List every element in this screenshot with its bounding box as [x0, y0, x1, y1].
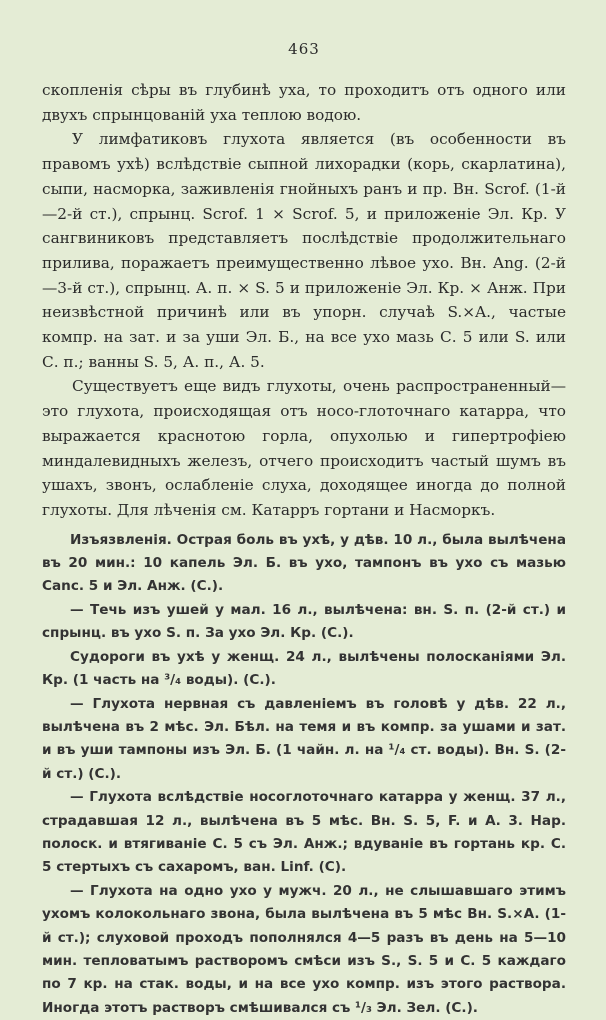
case-item: — Глухота на одно ухо у мужч. 20 л., не слышавшаго этимъ ухомъ колокольнаго звона, была вылѣчена въ 5 мѣс Вн. S.×A. (1-й ст.); слуховой проходъ пополнялся 4—5 разъ въ день на 5—10 мин. тепловатымъ растворомъ смѣси изъ S., S. 5 и С. 5 каждаго по 7 кр. на стак. воды, и на все ухо компр. изъ этого раствора. Иногда этотъ растворъ смѣшивался съ ¹/₃ Эл. Зел. (С.). [42, 882, 566, 1016]
paragraph-nasopharyngeal: Существуетъ еще видъ глухоты, очень распространенный— это глухота, происходящая отъ носо-глоточнаго катарра, что выражается краснотою горла, опухолью и гипертрофіею миндалевидныхъ железъ, отчего происходитъ частый шумъ въ ушахъ, звонъ, ослабленіе слуха, доходящее иногда до полной глухоты. Для лѣченія см. Катарръ гортани и Насморкъ. [42, 377, 566, 519]
paragraph-continuation: скопленія сѣры въ глубинѣ уха, то проходитъ отъ одного или двухъ спрынцованій уха теплою водою. [42, 81, 566, 124]
case-item: — Глухота нервная съ давленіемъ въ головѣ у дѣв. 22 л., вылѣчена въ 2 мѣс. Эл. Бѣл. на темя и въ компр. за ушами и зат. и въ уши тампоны изъ Эл. Б. (1 чайн. л. на ¹/₄ ст. воды). Вн. S. (2-й ст.) (С.). [42, 695, 566, 782]
paragraph-lymphatics: У лимфатиковъ глухота является (въ особенности въ правомъ ухѣ) вслѣдствіе сыпной лихорадки (корь, скарлатина), сыпи, насморка, заживленія гнойныхъ ранъ и пр. Вн. Scrof. (1-й—2-й ст.), спрынц. Scrof. 1 × Scrof. 5, и приложеніе Эл. Кр. У сангвиниковъ представляетъ послѣдствіе продолжительнаго прилива, поражаетъ преимущественно лѣвое ухо. Вн. Ang. (2-й—3-й ст.), спрынц. А. п. × S. 5 и приложеніе Эл. Кр. × Анж. При неизвѣстной причинѣ или въ упорн. случаѣ S.×A., частые компр. на зат. и за уши Эл. Б., на все ухо мазь С. 5 или S. или С. п.; ванны S. 5, А. п., А. 5. [42, 130, 566, 371]
case-item: — Течь изъ ушей у мал. 16 л., вылѣчена: вн. S. п. (2-й ст.) и спрынц. въ ухо S. п. За ухо Эл. Кр. (С.). [42, 601, 566, 642]
case-item: — Глухота вслѣдствіе носоглоточнаго катарра у женщ. 37 л., страдавшая 12 л., вылѣчена въ 5 мѣс. Вн. S. 5, F. и А. 3. Нар. полоск. и втягиваніе С. 5 съ Эл. Анж.; вдуваніе въ гортань кр. С. 5 стертыхъ съ сахаромъ, ван. Linf. (С). [42, 789, 566, 876]
case-item: Изъязвленія. Острая боль въ ухѣ, у дѣв. 10 л., была вылѣчена въ 20 мин.: 10 капель Эл. Б. въ ухо, тампонъ въ ухо съ мазью Canc. 5 и Эл. Анж. (С.). [42, 531, 566, 595]
main-text [42, 78, 566, 523]
case-item: Судороги въ ухѣ у женщ. 24 л., вылѣчены полосканіями Эл. Кр. (1 часть на ³/₄ воды). (С.). [42, 648, 566, 689]
case-reports [42, 529, 566, 1020]
page-number: 463 [288, 40, 320, 58]
